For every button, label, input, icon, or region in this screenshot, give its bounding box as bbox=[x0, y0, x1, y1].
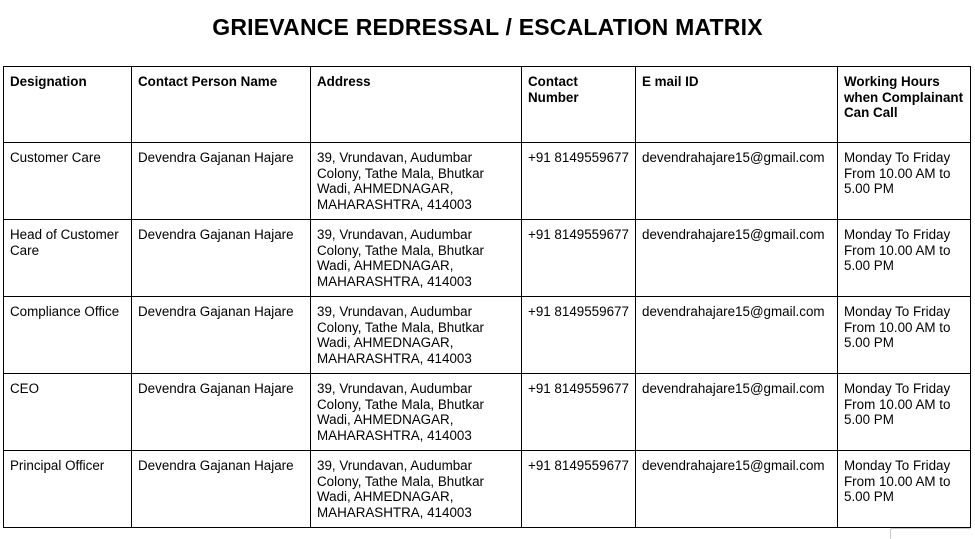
cell-designation: Principal Officer bbox=[4, 451, 132, 528]
cell-contact-person: Devendra Gajanan Hajare bbox=[132, 297, 311, 374]
table-header-row bbox=[4, 67, 971, 143]
page-edge-artifact bbox=[890, 528, 971, 539]
cell-designation: Compliance Office bbox=[4, 297, 132, 374]
cell-designation: CEO bbox=[4, 374, 132, 451]
cell-contact-person: Devendra Gajanan Hajare bbox=[132, 451, 311, 528]
cell-contact-number: +91 8149559677 bbox=[522, 143, 636, 220]
header-designation: Designation bbox=[4, 67, 132, 143]
cell-contact-number: +91 8149559677 bbox=[522, 451, 636, 528]
table-row bbox=[4, 220, 971, 297]
page-title: GRIEVANCE REDRESSAL / ESCALATION MATRIX bbox=[212, 14, 763, 40]
header-email: E mail ID bbox=[636, 67, 838, 143]
header-address: Address bbox=[311, 67, 522, 143]
cell-working-hours: Monday To Friday From 10.00 AM to 5.00 PM bbox=[838, 374, 971, 451]
cell-designation: Head of Customer Care bbox=[4, 220, 132, 297]
cell-address: 39, Vrundavan, Audumbar Colony, Tathe Mala, Bhutkar Wadi, AHMEDNAGAR, MAHARASHTRA, 414003 bbox=[311, 451, 522, 528]
cell-email: devendrahajare15@gmail.com bbox=[636, 374, 838, 451]
cell-contact-number: +91 8149559677 bbox=[522, 374, 636, 451]
cell-address: 39, Vrundavan, Audumbar Colony, Tathe Mala, Bhutkar Wadi, AHMEDNAGAR, MAHARASHTRA, 414003 bbox=[311, 374, 522, 451]
cell-email: devendrahajare15@gmail.com bbox=[636, 297, 838, 374]
header-contact-number: Contact Number bbox=[522, 67, 636, 143]
cell-email: devendrahajare15@gmail.com bbox=[636, 143, 838, 220]
cell-designation: Customer Care bbox=[4, 143, 132, 220]
table-row bbox=[4, 374, 971, 451]
header-contact-person: Contact Person Name bbox=[132, 67, 311, 143]
cell-working-hours: Monday To Friday From 10.00 AM to 5.00 PM bbox=[838, 297, 971, 374]
cell-contact-person: Devendra Gajanan Hajare bbox=[132, 143, 311, 220]
cell-address: 39, Vrundavan, Audumbar Colony, Tathe Mala, Bhutkar Wadi, AHMEDNAGAR, MAHARASHTRA, 414003 bbox=[311, 297, 522, 374]
cell-address: 39, Vrundavan, Audumbar Colony, Tathe Mala, Bhutkar Wadi, AHMEDNAGAR, MAHARASHTRA, 414003 bbox=[311, 220, 522, 297]
cell-contact-number: +91 8149559677 bbox=[522, 220, 636, 297]
cell-email: devendrahajare15@gmail.com bbox=[636, 220, 838, 297]
header-working-hours: Working Hours when Complainant Can Call bbox=[838, 67, 971, 143]
table-row bbox=[4, 451, 971, 528]
table-row bbox=[4, 297, 971, 374]
cell-address: 39, Vrundavan, Audumbar Colony, Tathe Mala, Bhutkar Wadi, AHMEDNAGAR, MAHARASHTRA, 414003 bbox=[311, 143, 522, 220]
cell-contact-person: Devendra Gajanan Hajare bbox=[132, 374, 311, 451]
cell-working-hours: Monday To Friday From 10.00 AM to 5.00 PM bbox=[838, 220, 971, 297]
cell-email: devendrahajare15@gmail.com bbox=[636, 451, 838, 528]
cell-contact-person: Devendra Gajanan Hajare bbox=[132, 220, 311, 297]
cell-working-hours: Monday To Friday From 10.00 AM to 5.00 PM bbox=[838, 451, 971, 528]
escalation-matrix-table bbox=[3, 66, 971, 528]
table-row bbox=[4, 143, 971, 220]
cell-contact-number: +91 8149559677 bbox=[522, 297, 636, 374]
cell-working-hours: Monday To Friday From 10.00 AM to 5.00 PM bbox=[838, 143, 971, 220]
